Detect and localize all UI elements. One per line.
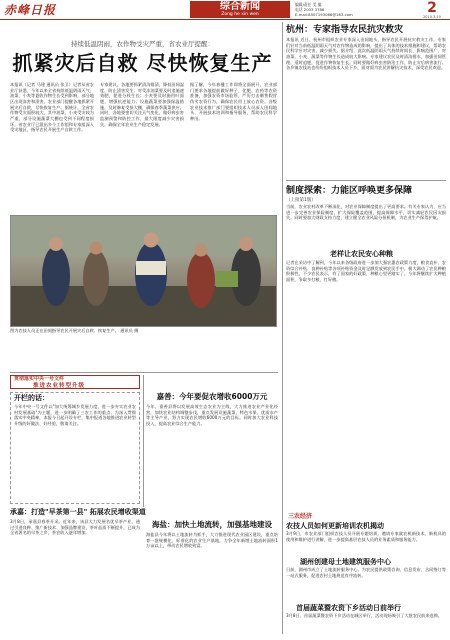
right-headline-4: 农技人员如何更新培训农机揭动 (286, 522, 384, 530)
banner-line-2: 推进农业转型升级 (33, 382, 86, 389)
photo-caption: 图为农技人员正在田间指导农民开展灾后自救、恢复生产。 通讯员 摄 (10, 328, 139, 333)
lower-left-article: 3月8日，承嘉县春茶开采。近年来，该县大力发展名优早茶产业，通过引进良种、推广新技术、加强品牌建设，茶叶品质不断提升，已成为全省著名的早茶之乡，茶农收入逐年增加。 (10, 519, 140, 536)
right-article-3: 记者在采访中了解到，今年以来各级政府进一步加大强农惠农政策力度，粮食直补、农资综合补贴、良种补贴等各项补贴资金及时足额发放到农民手中，极大调动了农民种粮积极性。不少农民表示，有了国家的好政策，种粮心里更踏实了。今年将继续扩大种植面积，争取多打粮、打好粮。 (286, 260, 446, 283)
lower-separator (10, 372, 278, 373)
lead-headline: 抓紧灾后自救 尽快恢复生产 (12, 51, 273, 75)
right-headline-6: 首届蔬菜暨农资下乡活动日前举行 (296, 604, 401, 612)
right-subline-2: （上接第1版） (286, 198, 316, 203)
issue-date: 2010.3.10 (423, 15, 441, 19)
lead-photo (10, 215, 277, 327)
right-article-4: 3月9日，市农业部门组织农技人员开展专题培训，邀请专家就农机新技术、新机具的使用和维护进行讲解，进一步提高基层农技人员的业务素质和服务能力。 (286, 531, 446, 542)
mid-article-2: 海盐县今年将以土地流转为抓手，大力推进现代农业园区建设，重点培育一批规模化、标准化的农业生产基地，力争全年新增土地流转面积1万亩以上，带动农民增收致富。 (146, 532, 278, 549)
page-number-box (416, 1, 448, 18)
mid-headline-1: 嘉善：今年要促农增收6000万元 (156, 392, 268, 401)
column-intro-heading: 开栏的话： (14, 394, 49, 402)
photo-scene (11, 216, 277, 327)
section-title: 综合新闻 (220, 1, 260, 12)
mid-headline-2: 海盐：加快土地流转，加强基地建设 (152, 520, 272, 529)
lower-left-headline: 承嘉：打造"早茶第一县" 拓展农民增收渠道 (10, 508, 146, 516)
section-banner (190, 1, 290, 18)
column-intro-text: 今年中央一号文件以"加大统筹城乡发展力度，进一步夯实农业农村发展基础"为主题，进一步明确了三农工作的重点。为深入贯彻落实中央精神，本报今日起开设专栏，集中报道各地推进农业转型升级的好做法、好经验，敬请关注。 (14, 404, 136, 427)
editor-line: 编辑/责任 美 编 (295, 2, 322, 7)
special-column-banner (10, 375, 140, 389)
section-pinyin: Zong he xin wen (221, 12, 259, 17)
header-info (295, 2, 413, 17)
lead-column-1: 本报讯（记者 马建 通讯员 张卫）记者从省农业厅获悉，今年以来全省持续低温阴雨天气，油菜、小麦等夏收作物生长受到影响，部分地区出现冻害和渍害，农业部门提醒各地抓紧开展灾后自救，尽快恢复生产。据统计，全省农作物受灾面积较大，其中油菜、小麦受灾较为严重，部分设施蔬菜大棚也受到不同程度损坏。省农业厅已派出多个工作组和专家组深入受灾地区，指导农民开展生产自救工作。 (10, 82, 94, 133)
lower-divider (143, 375, 144, 507)
right-headline-1: 杭州：专家指导农民抗灾救灾 (286, 25, 404, 35)
section-tag: 三农经济 (288, 513, 313, 520)
banner-line-1: 贯彻落实中央一号文件 (14, 376, 65, 382)
column-divider (282, 22, 283, 634)
lead-column-2: 专家建议，各地要抓紧清沟排渍，降低田间湿度，防止渍害发生；对受冻油菜要及时追施速效肥，促进分枝生长；小麦要及时施用叶面肥，增强抗逆能力；设施蔬菜要加强保温措施，及时修复受损大棚，确保春季蔬菜供应。同时，各地要密切关注天气变化，做好病虫害监测预警和防控工作，最大限度减少灾害损失，确保全年农业生产稳定发展。 (100, 82, 184, 127)
page-number: 2 (427, 0, 437, 16)
right-article-5: 日前，湖州市成立了土地流转服务中心，为农民提供政策咨询、信息发布、合同签订等一站式服务，促进农村土地规范有序流转。 (286, 567, 446, 578)
mid-article-1: 今年，嘉善县将以发展高效生态农业为主线，大力推进农业产业化经营，加快农业结构调整步伐，重点发展设施蔬菜、特色水果、优质水产等主导产业，努力实现农民增收6000万元的目标。同时加大农业科技投入，提高农业综合生产能力。 (146, 404, 278, 427)
right-separator-1 (286, 180, 446, 181)
phone-line: 电话 2033 3786 (295, 7, 325, 12)
lead-column-3: 据了解，今年春播工作即将全面展开，农业部门要求各地提前做好种子、化肥、农药等农资准备，加强农资市场监管，严厉打击制售假冒伪劣农资行为，确保农民用上放心农资。各级农业技术推广部门要组织技术人员深入田间地头，开展技术培训和指导服务，帮助农民科学种田。 (190, 82, 277, 122)
email-line: E-mail:8507193066@163.com (295, 12, 353, 17)
right-article-1: 本报讯 近日，杭州市组织农业专家深入田间地头，指导农民开展抗灾救灾工作。专家们针对当前低温阴雨天气对农作物造成的影响，提出了具体的技术措施和建议，帮助农民科学应对灾害，减少损失。据介绍，此次低温阴雨天气持续时间长、影响范围广，对油菜、小麦、蔬菜等作物生长造成较大影响。专家建议农民及时清沟排水，加强田间管理，适时追肥，促进作物恢复生长。同时要做好病虫害防治工作，防止灾后病害流行。各乡镇农技站也纷纷组织技术人员下乡，面对面为农民讲解抗灾技术，深受农民欢迎。 (286, 37, 446, 71)
right-headline-2: 制度探索：力能区呼唤更多保障 (286, 186, 413, 196)
right-headline-3: 老样让农民安心种粮 (330, 250, 393, 258)
newspaper-logo: 赤峰日报 (4, 3, 57, 17)
right-article-2: 当前，农业农村改革不断深化，对农业保障制度提出了更高要求。有关专家认为，应当进一步完善农业保险制度，扩大保险覆盖范围，提高保障水平，切实减轻农民因灾损失。同时要加大财政支持力度，建立健全农业风险分担机制，为农业生产保驾护航。 (286, 204, 446, 221)
lead-pretitle: 持续低温阴雨，农作物受灾严重，省农业厅提醒： (71, 40, 214, 48)
right-headline-5: 湖州创建母土地建筑服务中心 (300, 558, 391, 566)
right-article-6: 3月8日，首届蔬菜暨农资下乡活动在城区举行，活动现场吸引了大批农民前来选购。 (286, 613, 443, 618)
